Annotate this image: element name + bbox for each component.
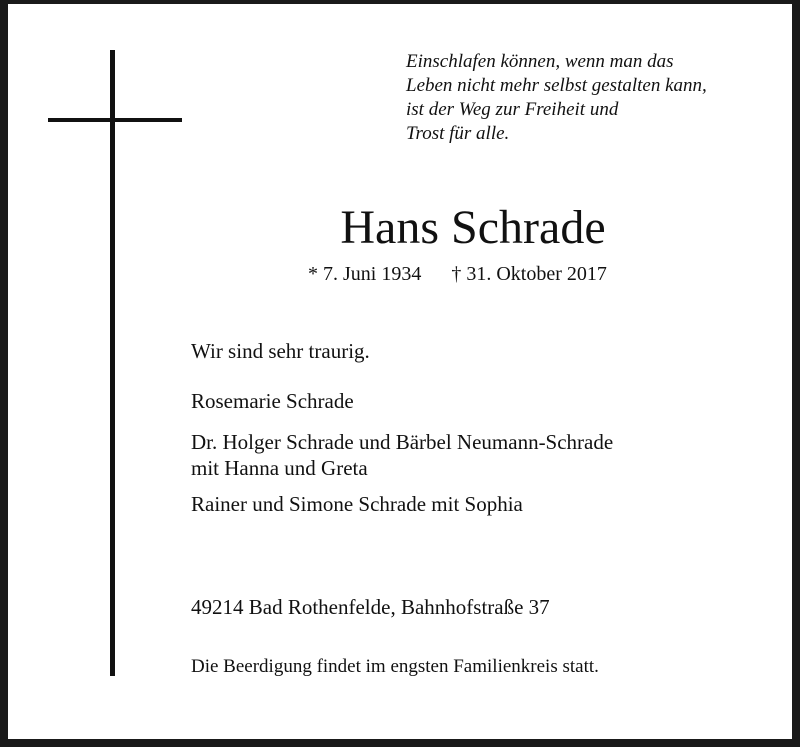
cross-icon-crossbar bbox=[48, 118, 182, 122]
address: 49214 Bad Rothenfelde, Bahnhofstraße 37 bbox=[191, 595, 550, 619]
mourner-line: Rainer und Simone Schrade mit Sophia bbox=[191, 492, 523, 516]
death-date: † 31. Oktober 2017 bbox=[451, 263, 607, 285]
message-text: Wir sind sehr traurig. bbox=[191, 339, 370, 363]
mourner-line: mit Hanna und Greta bbox=[191, 456, 368, 480]
birth-date: * 7. Juni 1934 bbox=[308, 263, 422, 285]
motto-quote bbox=[406, 50, 786, 146]
funeral-note: Die Beerdigung findet im engsten Familienkreis statt. bbox=[191, 656, 599, 677]
deceased-name: Hans Schrade bbox=[340, 201, 606, 254]
motto-line: ist der Weg zur Freiheit und bbox=[406, 99, 619, 120]
motto-line: Leben nicht mehr selbst gestalten kann, bbox=[406, 75, 707, 96]
motto-line: Einschlafen können, wenn man das bbox=[406, 51, 674, 72]
mourner-line: Rosemarie Schrade bbox=[191, 389, 354, 413]
motto-line: Trost für alle. bbox=[406, 123, 510, 144]
cross-icon bbox=[110, 50, 115, 676]
mourner-line: Dr. Holger Schrade und Bärbel Neumann-Schrade bbox=[191, 430, 614, 454]
life-dates bbox=[308, 261, 607, 287]
